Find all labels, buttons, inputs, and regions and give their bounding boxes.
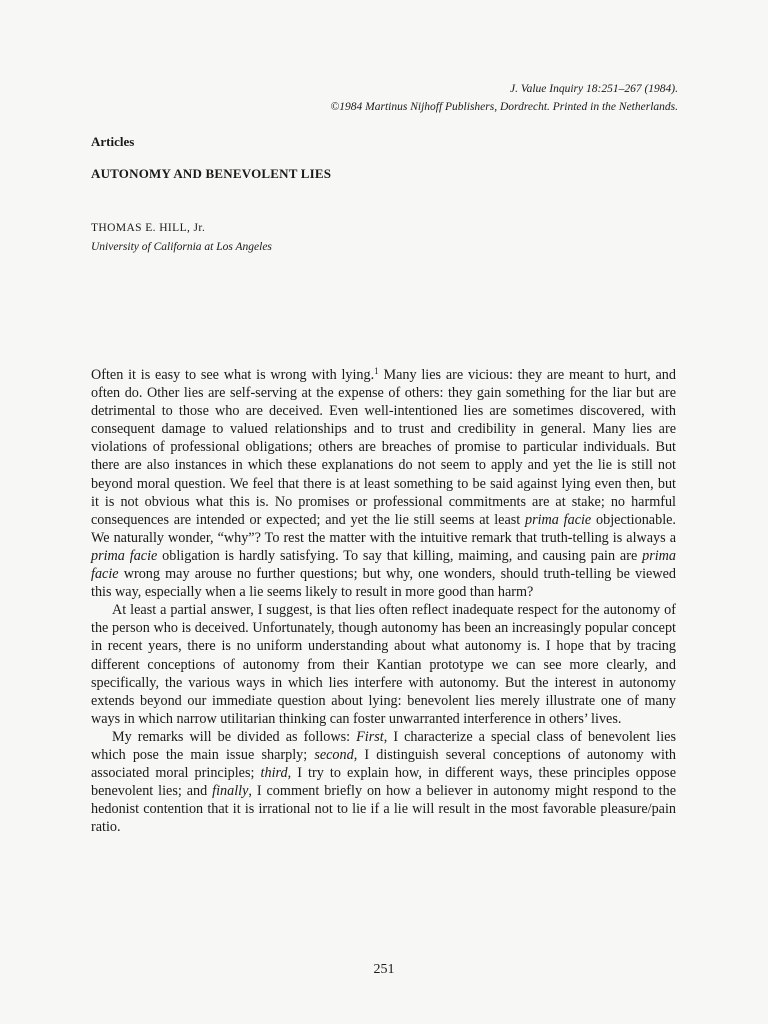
section-label: Articles: [91, 134, 135, 149]
journal-header: [331, 80, 678, 116]
paragraph-2: At least a partial answer, I suggest, is that lies often reflect inadequate respect for the autonomy of the person who is deceived. Unfortunately, though autonomy has been an increasingly popular concept in recent years, there is no uniform understanding about what autonomy is. I hope that by tracing different conceptions of autonomy from their Kantian prototype we can see more clearly, and specifically, the various ways in which lies interfere with autonomy. But the interest in autonomy extends beyond our immediate question about lying: benevolent lies merely illustrate one of many ways in which narrow utilitarian thinking can foster unwarranted interference in others’ lives.: [91, 602, 676, 727]
author-name: THOMAS E. HILL, Jr.: [91, 222, 206, 234]
article-title: AUTONOMY AND BENEVOLENT LIES: [91, 166, 332, 181]
article-body: [91, 366, 676, 836]
copyright-line: ©1984 Martinus Nijhoff Publishers, Dordrecht. Printed in the Netherlands.: [330, 101, 678, 113]
paragraph-3: My remarks will be divided as follows: First, I characterize a special class of benevolent lies which pose the main issue sharply; second, I distinguish several conceptions of autonomy with associated moral principles; third, I try to explain how, in different ways, these principles oppose benevolent lies; and finally, I comment briefly on how a believer in autonomy might respond to the hedonist contention that it is irrational not to lie if a lie will result in the most favorable pleasure/pain ratio.: [91, 728, 676, 836]
page-number: 251: [373, 962, 395, 977]
citation-line: J. Value Inquiry 18:251–267 (1984).: [510, 83, 678, 95]
author-affiliation: University of California at Los Angeles: [91, 241, 272, 253]
paragraph-1: Often it is easy to see what is wrong with lying.$^1$ Many lies are vicious: they are meant to hurt, and often do. Other lies are self-serving at the expense of others: they gain something for the liar but are detrimental to those who are deceived. Even well-intentioned lies are sometimes discovered, with consequent damage to valued relationships and to trust and credibility in general. Many lies are violations of professional obligations; others are breaches of promise to particular individuals. But there are also instances in which these explanations do not seem to apply and yet the lie is still not beyond moral question. We feel that there is at least something to be said against lying even then, but it is not obvious what this is. No promises or professional commitments are at stake; no harmful consequences are intended or expected; and yet the lie still seems at least prima facie objectionable. We naturally wonder, “why”? To rest the matter with the intuitive remark that truth-telling is always a prima facie obligation is hardly satisfying. To say that killing, maiming, and causing pain are prima facie wrong may arouse no further questions; but why, one wonders, should truth-telling be viewed this way, especially when a lie seems likely to result in more good than harm?: [91, 366, 676, 601]
footnote-marker: 1: [374, 366, 379, 376]
